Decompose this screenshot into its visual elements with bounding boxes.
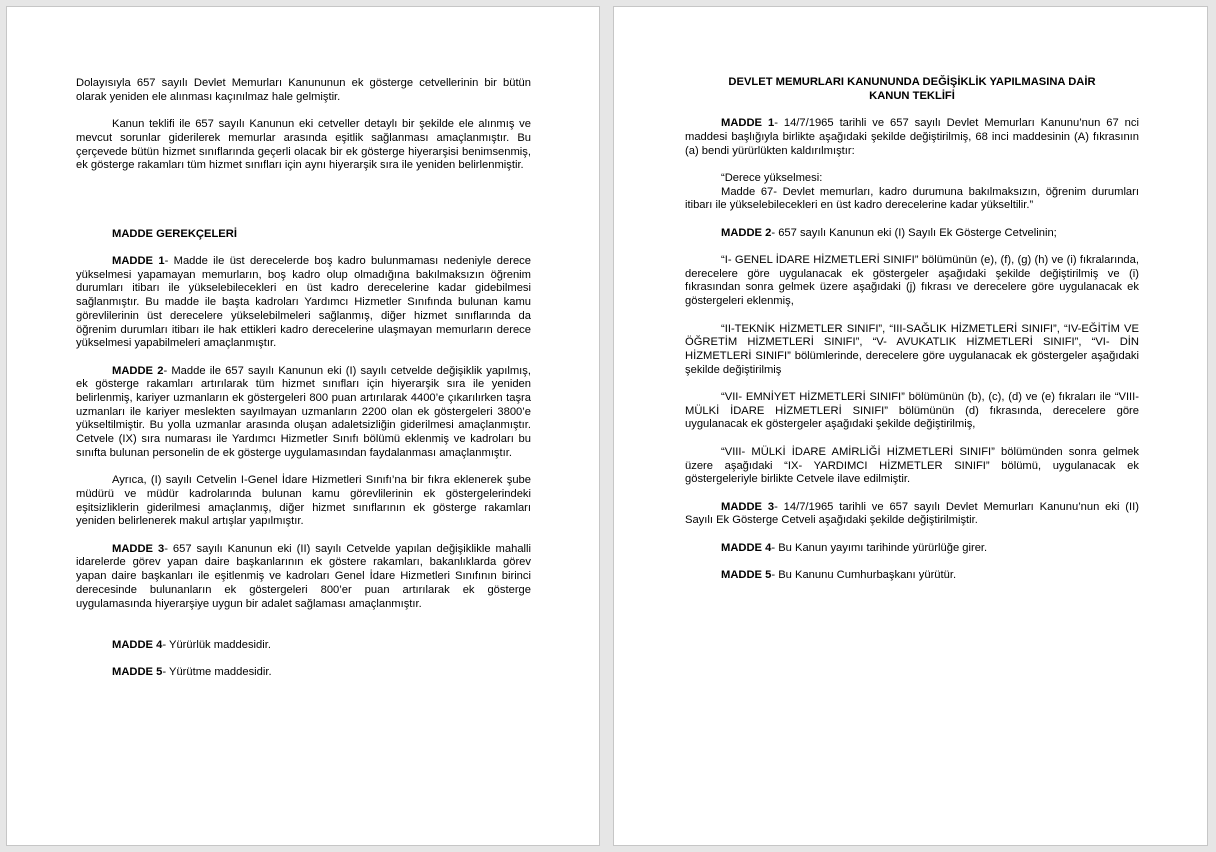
spacer <box>76 187 531 228</box>
article-label: MADDE 4 <box>112 638 163 651</box>
article-text: - Madde ile üst derecelerde boş kadro bulunmaması nedeniyle derece yükselmesi yapamayan memurların, boş kadro olup olmadığına bakılmaksızın öğrenim durumları itibarı ile yükselebilecekleri en üst kadro derecelerine kadar gidebilmesi sağlanmıştır. Bu madde ile başta kadroları Yardımcı Hizmetler Sınıfında bulunan kamu görevlilerinin üst derecelere yükselebilmeleri sağlanmış, diğer hizmet sınıflarında da öğrenim durumları itibarı ile hak ettikleri kadro derecelerine ulaşmayan memurların derece yükselmesi yapabilmeleri amaçlanmıştır. <box>76 254 531 350</box>
article-text: - 14/7/1965 tarihli ve 657 sayılı Devlet Memurları Kanunu’nun eki (II) Sayılı Ek Gösterge Cetveli aşağıdaki şekilde değiştirilmiştir. <box>685 500 1139 527</box>
document-page-right <box>613 6 1208 846</box>
article-label: MADDE 5 <box>112 665 163 678</box>
paragraph-ayrica: Ayrıca, (I) sayılı Cetvelin I-Genel İdare Hizmetleri Sınıfı’na bir fıkra eklenerek şube müdürü ve müdür kadrolarında bulunan kamu görevlilerinin ek göstergelerindeki eşitsizliklerin giderilmesi amaçlanmış, diğer hizmet sınıflarının ek gösterge rakamları yeniden belirlenerek makul artışlar yapılmıştır. <box>76 474 531 528</box>
document-title <box>685 76 1139 103</box>
article-label: MADDE 3 <box>112 542 165 555</box>
paragraph-madde-1 <box>685 117 1139 158</box>
article-text: - Bu Kanun yayımı tarihinde yürürlüğe girer. <box>771 541 988 554</box>
paragraph-intro: Dolayısıyla 657 sayılı Devlet Memurları Kanununun ek gösterge cetvellerinin bir bütün olarak yeniden ele alınması kaçınılmaz hale gelmiştir. <box>76 77 531 103</box>
article-text: - Yürürlük maddesidir. <box>162 638 271 651</box>
page-right-body <box>685 76 1139 597</box>
quote-title: “Derece yükselmesi: <box>721 171 823 184</box>
article-label: MADDE 1 <box>721 117 775 130</box>
article-text: - Madde ile 657 sayılı Kanunun eki (I) sayılı cetvelde değişiklik yapılmış, ek gösterge rakamları artırılarak tüm hizmet sınıfları için hiyerarşik sıra ile yeniden belirlenmiş, kariyer uzmanların ek göstergeleri 800 puan artırılarak 4400’e çıkarılırken taşra uzmanları ile kariyer meslekten sayılmayan uzmanların 2200 olan ek göstergeleri 3800’e yükseltilmiştir. Bu yolla uzmanlar arasında oluşan adaletsizliğin giderilmesi amaçlanmıştır. Cetvele (IX) sıra numarası ile Yardımcı Hizmetler Sınıfı bölümü eklenmiş ve kadroları bu sınıfta bulunan personelin de ek gösterge uygulamasından faydalanması amaçlanmıştır. <box>76 364 531 459</box>
paragraph-genel-idare: “I- GENEL İDARE HİZMETLERİ SINIFI” bölümünün (e), (f), (g) (h) ve (i) fıkralarında, derecelere göre uygulanacak ek göstergeler aşağıdaki şekilde değiştirilmiş ve (i) fıkrasından sonra gelmek üzere aşağıdaki (j) fıkrası ve derecelere göre uygulanacak ek göstergeleri eklenmiş, <box>685 254 1139 308</box>
article-label: MADDE 3 <box>721 500 775 513</box>
paragraph-madde-2 <box>685 227 1139 241</box>
article-label: MADDE 1 <box>112 254 165 267</box>
article-label: MADDE 2 <box>721 226 772 239</box>
paragraph-quote-derece <box>685 172 1139 213</box>
section-heading-madde-gerekceleri: MADDE GEREKÇELERİ <box>112 227 237 240</box>
article-label: MADDE 4 <box>721 541 772 554</box>
paragraph-emniyet-hizmetleri: “VII- EMNİYET HİZMETLERİ SINIFI” bölümünün (b), (c), (d) ve (e) fıkraları ile “VIII- MÜLKİ İDARE HİZMETLERİ SINIFI” bölümünün (d) fıkrasında, derecelere göre uygulanacak ek göstergeler aşağıdaki şekilde değiştirilmiş, <box>685 391 1139 431</box>
paragraph-madde-5-gerekce <box>76 666 531 680</box>
article-label: MADDE 2 <box>112 364 164 377</box>
paragraph-madde-3 <box>685 501 1139 528</box>
article-text: - 657 sayılı Kanunun eki (I) Sayılı Ek Gösterge Cetvelinin; <box>771 226 1057 239</box>
spacer <box>76 625 531 639</box>
paragraph-kanun-teklifi: Kanun teklifi ile 657 sayılı Kanunun eki cetveller detaylı bir şekilde ele alınmış ve mevcut sorunlar giderilerek memurlar arasında eşitlik sağlanması amaçlanmıştır. Bu çerçevede bütün hizmet sınıflarında geçerli olacak bir ek gösterge hiyerarşisi benimsenmiş, ek gösterge rakamları tüm hizmet sınıfları için aynı hiyerarşik sıra ile yeniden belirlenmiştir. <box>76 118 531 172</box>
title-line-1: DEVLET MEMURLARI KANUNUNDA DEĞİŞİKLİK YAPILMASINA DAİR <box>728 76 1096 88</box>
page-left-body <box>76 77 531 693</box>
paragraph-teknik-hizmetler: “II-TEKNİK HİZMETLER SINIFI”, “III-SAĞLIK HİZMETLERİ SINIFI”, “IV-EĞİTİM VE ÖĞRETİM HİZMETLERİ SINIFI”, “V- AVUKATLIK HİZMETLERİ SINIFI”, “VI- DİN HİZMETLERİ SINIFI” bölümlerinde, derecelere göre uygulanacak ek göstergeler aşağıdaki şekilde değiştirilmiş <box>685 322 1139 376</box>
paragraph-madde-4 <box>685 542 1139 556</box>
paragraph-mulki-idare-amirligi: “VIII- MÜLKİ İDARE AMİRLİĞİ HİZMETLERİ SINIFI” bölümünden sonra gelmek üzere aşağıdaki “IX- YARDIMCI HİZMETLER SINIFI” bölümü, uygulanacak ek göstergeleriyle birlikte Cetvele ilave edilmiştir. <box>685 445 1139 486</box>
document-page-left <box>6 6 600 846</box>
paragraph-madde-5 <box>685 569 1139 583</box>
article-text: - 14/7/1965 tarihli ve 657 sayılı Devlet Memurları Kanunu’nun 67 nci maddesi başlığıyla birlikte aşağıdaki şekilde değiştirilmiş, 68 inci maddesinin (A) fıkrasının (a) bendi yürürlükten kaldırılmıştır: <box>685 117 1139 157</box>
paragraph-madde-4-gerekce <box>76 639 531 653</box>
title-line-2: KANUN TEKLİFİ <box>869 89 955 102</box>
quote-text: Madde 67- Devlet memurları, kadro durumuna bakılmaksızın, öğrenim durumları itibarı ile yükselebilecekleri en üst kadro derecelerine kadar yükseltilir.” <box>685 185 1139 212</box>
paragraph-madde-1-gerekce <box>76 255 531 351</box>
article-text: - Yürütme maddesidir. <box>162 665 272 678</box>
article-label: MADDE 5 <box>721 569 772 582</box>
article-text: - 657 sayılı Kanunun eki (II) sayılı Cetvelde yapılan değişiklikle mahalli idarelerde görev yapan daire başkanlarının ek göstere rakamları, bakanlıklarda görev yapan daire başkanları ile eşitlenmiş ve kadroları Genel İdare Hizmetleri Sınıfının birinci derecesinde bulunanların ek göstergeleri 800’er puan artırılarak ek gösterge uygulamasında hiyerarşiye uygun bir adalet sağlaması amaçlanmıştır. <box>76 542 531 610</box>
article-text: - Bu Kanunu Cumhurbaşkanı yürütür. <box>771 569 957 582</box>
paragraph-madde-2-gerekce <box>76 365 531 461</box>
paragraph-madde-3-gerekce <box>76 543 531 612</box>
